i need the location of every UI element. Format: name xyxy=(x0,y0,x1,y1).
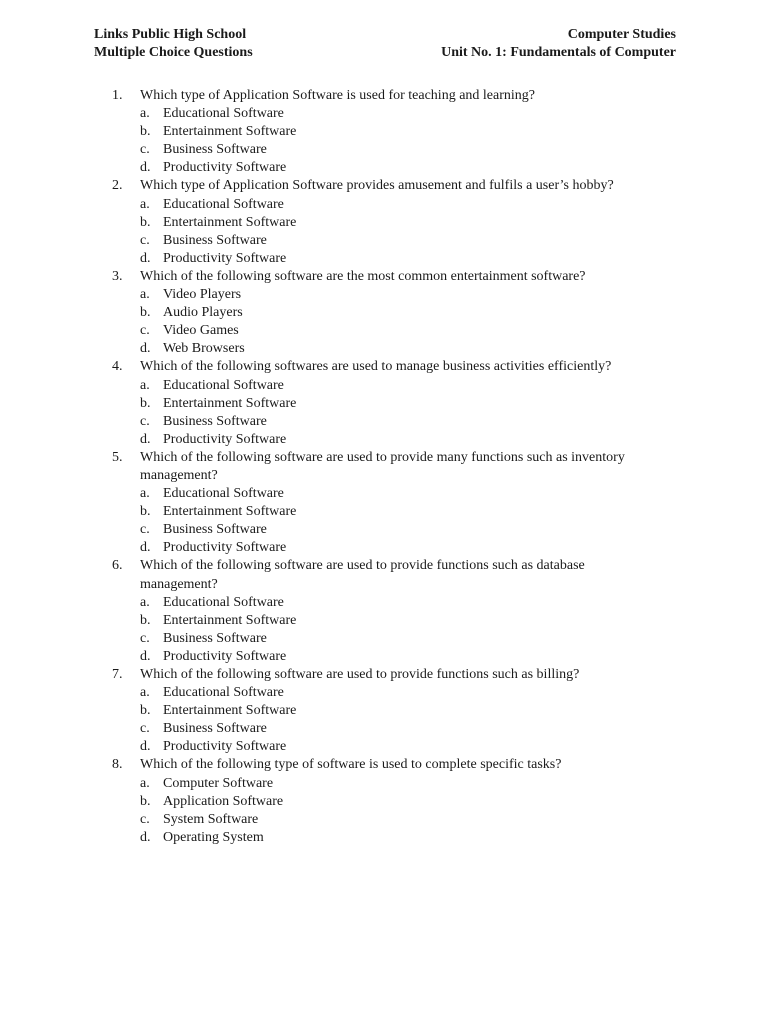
option-text: Audio Players xyxy=(163,305,243,321)
answer-option xyxy=(140,594,712,612)
answer-option xyxy=(140,304,712,322)
option-letter: c. xyxy=(140,721,150,737)
option-text: Business Software xyxy=(163,721,267,737)
answer-option xyxy=(140,431,712,449)
option-list xyxy=(112,196,712,268)
question-item xyxy=(112,449,712,558)
option-text: Business Software xyxy=(163,142,267,158)
question-line xyxy=(112,666,712,684)
question-line xyxy=(112,177,712,195)
document-type: Multiple Choice Questions xyxy=(94,45,253,60)
option-text: Business Software xyxy=(163,413,267,429)
question-text: Which of the following type of software is used to complete specific tasks? xyxy=(140,757,562,773)
option-letter: b. xyxy=(140,124,151,140)
option-list xyxy=(112,775,712,847)
answer-option xyxy=(140,811,712,829)
option-letter: b. xyxy=(140,793,151,809)
answer-option xyxy=(140,286,712,304)
option-letter: b. xyxy=(140,504,151,520)
option-text: Productivity Software xyxy=(163,540,287,556)
question-number: 7. xyxy=(112,667,123,682)
question-item xyxy=(112,557,712,666)
option-text: Entertainment Software xyxy=(163,124,297,140)
option-text: Educational Software xyxy=(163,196,284,212)
option-text: Productivity Software xyxy=(163,648,287,664)
question-list xyxy=(112,87,712,847)
option-letter: d. xyxy=(140,829,151,845)
option-letter: a. xyxy=(140,486,150,502)
answer-option xyxy=(140,539,712,557)
answer-option xyxy=(140,196,712,214)
option-text: Operating System xyxy=(163,829,264,845)
option-letter: c. xyxy=(140,811,150,827)
answer-option xyxy=(140,214,712,232)
answer-option xyxy=(140,775,712,793)
question-line xyxy=(112,557,712,593)
header-row-top xyxy=(94,26,676,44)
question-line xyxy=(112,87,712,105)
option-letter: c. xyxy=(140,413,150,429)
question-item xyxy=(112,268,712,358)
option-list xyxy=(112,594,712,666)
option-letter: a. xyxy=(140,377,150,393)
answer-option xyxy=(140,159,712,177)
option-text: Video Games xyxy=(163,323,239,339)
answer-option xyxy=(140,141,712,159)
unit-title: Unit No. 1: Fundamentals of Computer xyxy=(441,45,676,60)
option-letter: d. xyxy=(140,540,151,556)
subject-name: Computer Studies xyxy=(567,27,676,42)
question-line xyxy=(112,358,712,376)
option-letter: d. xyxy=(140,739,151,755)
option-text: Educational Software xyxy=(163,106,284,122)
answer-option xyxy=(140,340,712,358)
option-letter: c. xyxy=(140,232,150,248)
answer-option xyxy=(140,105,712,123)
question-item xyxy=(112,756,712,846)
option-letter: d. xyxy=(140,648,151,664)
option-text: Web Browsers xyxy=(163,341,245,357)
option-text: Computer Software xyxy=(163,775,274,791)
question-text: Which of the following software are the most common entertainment software? xyxy=(140,268,586,284)
option-letter: a. xyxy=(140,196,150,212)
question-item xyxy=(112,177,712,267)
option-text: System Software xyxy=(163,811,259,827)
option-letter: a. xyxy=(140,594,150,610)
option-list xyxy=(112,105,712,177)
option-text: Entertainment Software xyxy=(163,214,297,230)
option-text: Business Software xyxy=(163,232,267,248)
option-list xyxy=(112,485,712,557)
answer-option xyxy=(140,829,712,847)
question-number: 5. xyxy=(112,449,123,465)
question-text: Which of the following software are used to provide many functions such as inventory management? xyxy=(140,449,625,483)
option-letter: a. xyxy=(140,685,150,701)
question-text: Which type of Application Software provides amusement and fulfils a user’s hobby? xyxy=(140,178,614,194)
answer-option xyxy=(140,232,712,250)
question-item xyxy=(112,358,712,448)
answer-option xyxy=(140,250,712,268)
option-letter: c. xyxy=(140,522,150,538)
answer-option xyxy=(140,123,712,141)
option-letter: d. xyxy=(140,431,151,447)
answer-option xyxy=(140,684,712,702)
option-letter: c. xyxy=(140,323,150,339)
question-number: 2. xyxy=(112,178,123,194)
option-text: Productivity Software xyxy=(163,739,287,755)
option-letter: a. xyxy=(140,106,150,122)
question-text: Which type of Application Software is used for teaching and learning? xyxy=(140,88,535,103)
option-text: Educational Software xyxy=(163,377,284,393)
answer-option xyxy=(140,377,712,395)
question-number: 3. xyxy=(112,268,123,284)
option-letter: b. xyxy=(140,612,151,628)
option-letter: d. xyxy=(140,341,151,357)
answer-option xyxy=(140,793,712,811)
option-text: Educational Software xyxy=(163,685,284,701)
header-row-bottom xyxy=(94,44,676,62)
option-text: Video Players xyxy=(163,287,242,303)
question-item xyxy=(112,666,712,756)
question-text: Which of the following software are used to provide functions such as database management? xyxy=(140,558,585,592)
question-item xyxy=(112,87,712,177)
option-text: Entertainment Software xyxy=(163,612,297,628)
question-line xyxy=(112,449,712,485)
option-text: Productivity Software xyxy=(163,250,287,266)
question-number: 4. xyxy=(112,359,123,375)
answer-option xyxy=(140,648,712,666)
page-header xyxy=(94,26,676,62)
school-name: Links Public High School xyxy=(94,27,247,42)
option-letter: b. xyxy=(140,214,151,230)
question-line xyxy=(112,268,712,286)
question-text: Which of the following software are used to provide functions such as billing? xyxy=(140,667,580,682)
answer-option xyxy=(140,503,712,521)
option-text: Educational Software xyxy=(163,486,284,502)
answer-option xyxy=(140,413,712,431)
question-number: 8. xyxy=(112,757,123,773)
answer-option xyxy=(140,612,712,630)
option-text: Productivity Software xyxy=(163,431,287,447)
question-number: 6. xyxy=(112,558,123,574)
option-list xyxy=(112,377,712,449)
option-letter: d. xyxy=(140,160,151,176)
option-letter: b. xyxy=(140,395,151,411)
answer-option xyxy=(140,521,712,539)
answer-option xyxy=(140,702,712,720)
option-list xyxy=(112,286,712,358)
option-text: Entertainment Software xyxy=(163,504,297,520)
option-letter: b. xyxy=(140,703,151,719)
question-text: Which of the following softwares are used to manage business activities efficiently? xyxy=(140,359,612,375)
option-letter: b. xyxy=(140,305,151,321)
option-text: Entertainment Software xyxy=(163,703,297,719)
option-letter: c. xyxy=(140,142,150,158)
answer-option xyxy=(140,395,712,413)
answer-option xyxy=(140,630,712,648)
option-text: Business Software xyxy=(163,522,267,538)
option-letter: d. xyxy=(140,250,151,266)
question-line xyxy=(112,756,712,774)
option-letter: a. xyxy=(140,287,150,303)
option-text: Business Software xyxy=(163,630,267,646)
answer-option xyxy=(140,738,712,756)
option-letter: c. xyxy=(140,630,150,646)
option-text: Application Software xyxy=(163,793,284,809)
answer-option xyxy=(140,720,712,738)
question-number: 1. xyxy=(112,88,123,103)
option-text: Entertainment Software xyxy=(163,395,297,411)
answer-option xyxy=(140,322,712,340)
answer-option xyxy=(140,485,712,503)
option-text: Productivity Software xyxy=(163,160,287,176)
option-text: Educational Software xyxy=(163,594,284,610)
option-letter: a. xyxy=(140,775,150,791)
option-list xyxy=(112,684,712,756)
